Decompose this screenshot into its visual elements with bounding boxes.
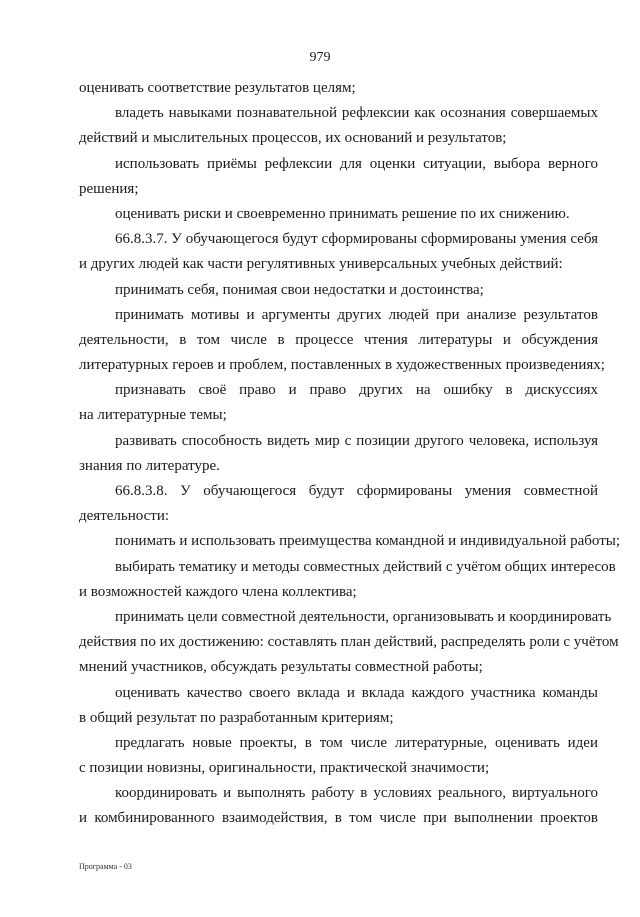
text-line: принимать себя, понимая свои недостатки и достоинства; [115,281,484,298]
text-line: предлагать новые проекты, в том числе литературные, оценивать идеи [115,734,598,751]
text-line: понимать и использовать преимущества командной и индивидуальной работы; [115,533,621,550]
text-line: решения; [79,180,139,197]
text-line: выбирать тематику и методы совместных действий с учётом общих интересов [115,558,616,575]
text-line: и других людей как части регулятивных универсальных учебных действий: [79,256,563,273]
text-line: литературных героев и проблем, поставленных в художественных произведениях; [79,357,605,374]
text-line: мнений участников, обсуждать результаты совместной работы; [79,659,483,676]
text-line: оценивать соответствие результатов целям; [79,80,356,96]
text-line: 66.8.3.7. У обучающегося будут сформированы сформированы умения себя [115,231,598,248]
text-line: и комбинированного взаимодействия, в том числе при выполнении проектов [79,810,598,827]
text-line: и возможностей каждого члена коллектива; [79,583,357,600]
page-number: 979 [309,50,331,65]
text-line: использовать приёмы рефлексии для оценки ситуации, выбора верного [115,155,598,172]
text-line: принимать мотивы и аргументы других людей при анализе результатов [115,306,598,323]
text-line: 66.8.3.8. У обучающегося будут сформированы умения совместной [115,483,598,499]
text-line: знания по литературе. [79,457,220,474]
text-line: с позиции новизны, оригинальности, практической значимости; [79,760,490,777]
text-line: владеть навыками познавательной рефлексии как осознания совершаемых [115,105,598,122]
text-line: оценивать качество своего вклада и вклада каждого участника команды [115,684,598,701]
text-line: деятельности: [79,508,170,525]
text-line: в общий результат по разработанным критериям; [79,709,394,726]
text-line: деятельности, в том числе в процессе чтения литературы и обсуждения [79,331,598,348]
text-line: координировать и выполнять работу в условиях реального, виртуального [115,785,598,802]
text-line: развивать способность видеть мир с позиции другого человека, используя [115,432,598,449]
text-line: принимать цели совместной деятельности, организовывать и координировать [115,608,612,625]
text-line: действия по их достижению: составлять план действий, распределять роли с учётом [79,634,619,651]
text-line: оценивать риски и своевременно принимать решение по их снижению. [115,205,570,222]
page-footer: Программа - 03 [79,862,132,871]
text-line: действий и мыслительных процессов, их оснований и результатов; [79,130,507,147]
document-body [79,76,621,832]
text-line: признавать своё право и право других на ошибку в дискуссиях [115,382,598,399]
text-line: на литературные темы; [79,407,227,424]
